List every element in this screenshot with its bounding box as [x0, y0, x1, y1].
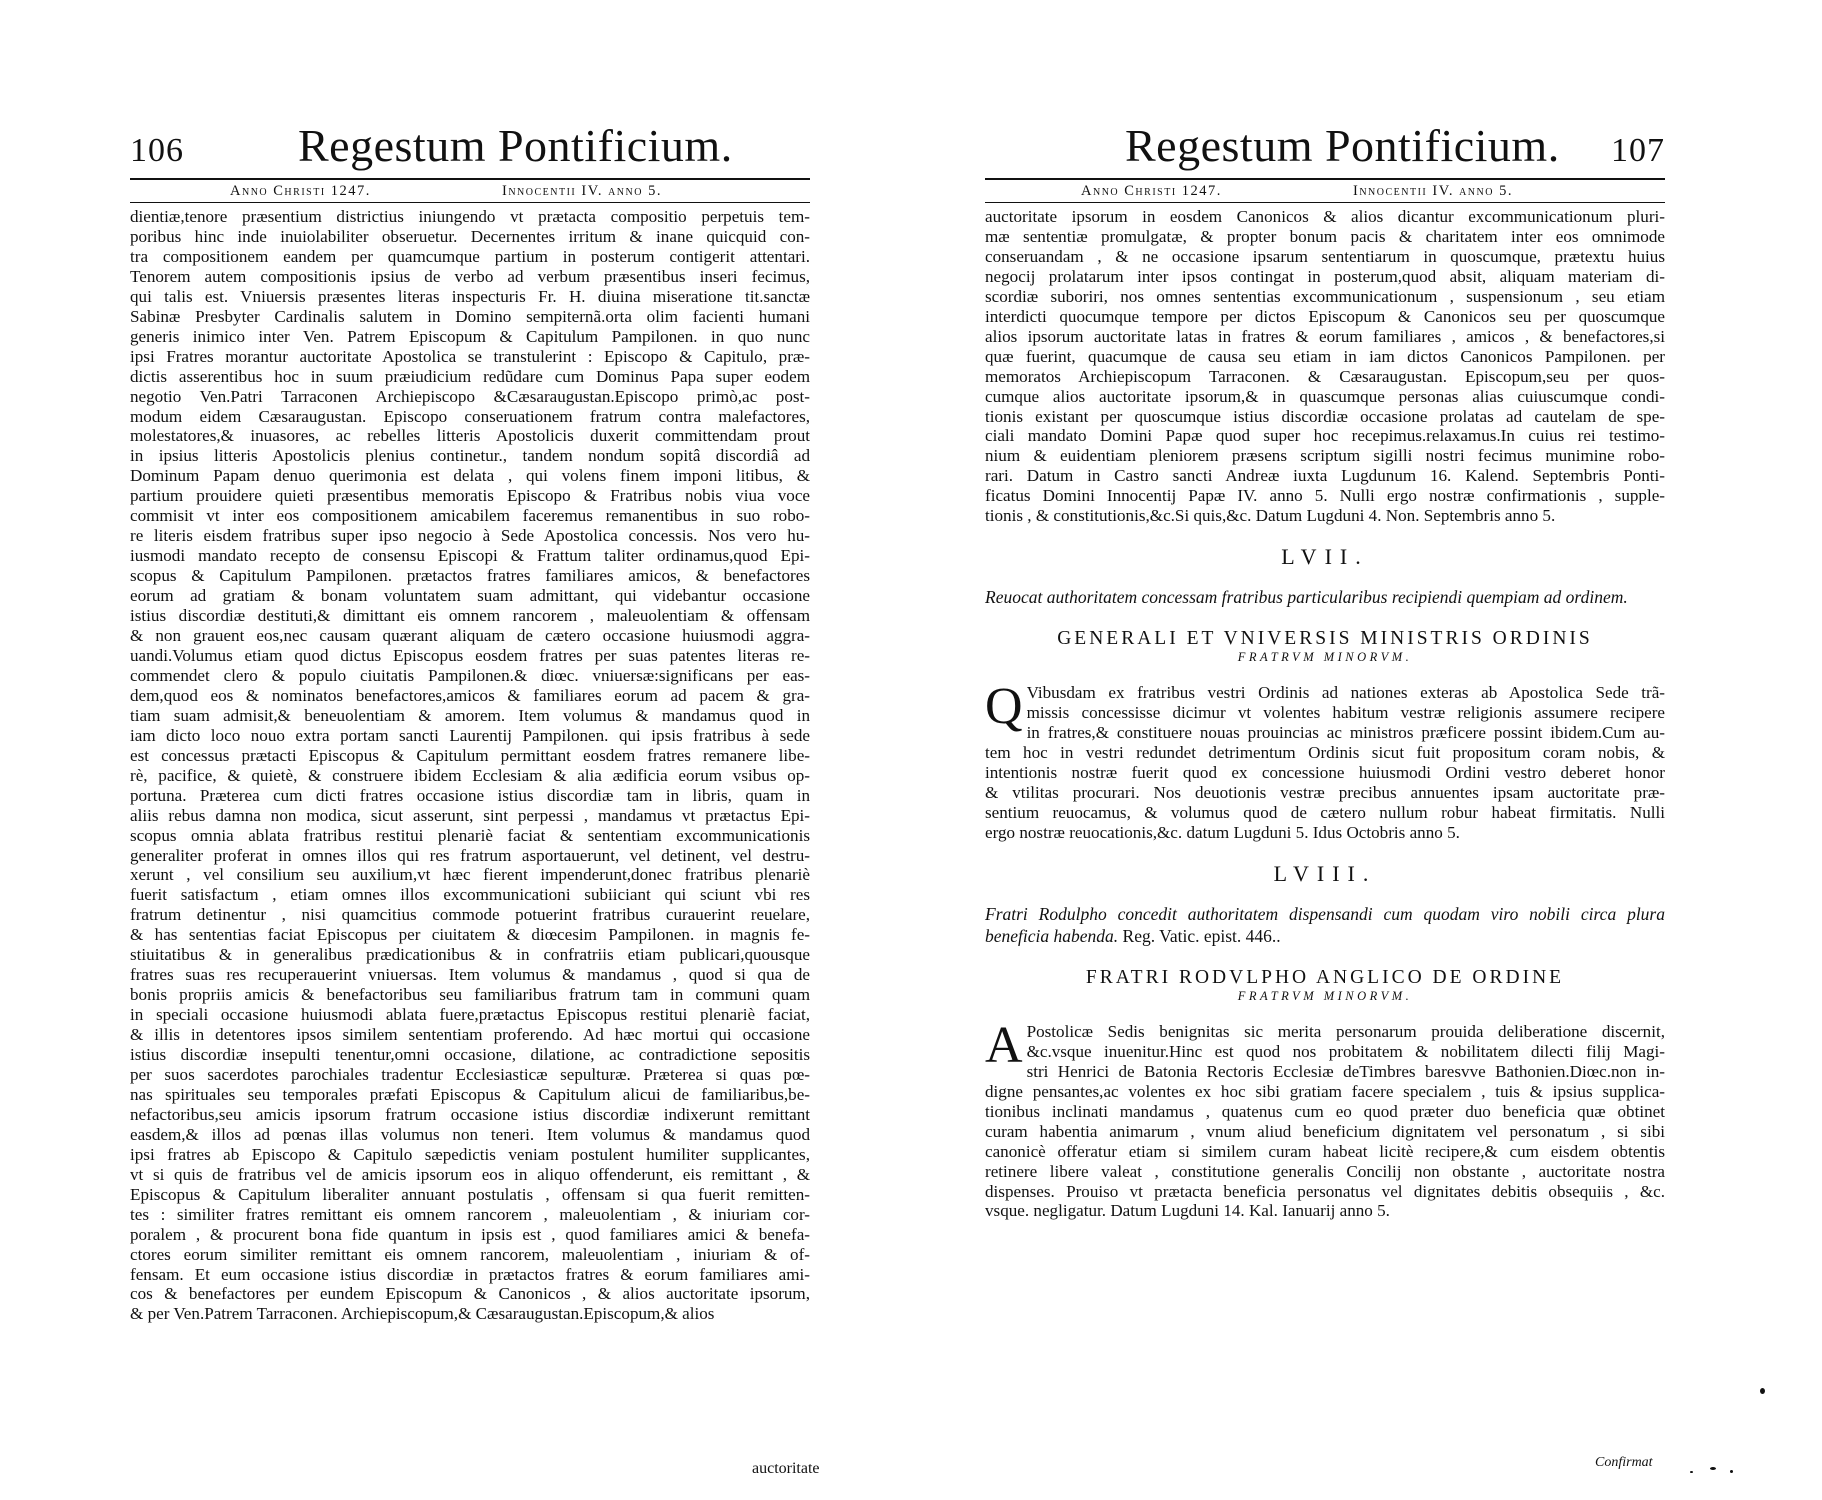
left-page [130, 110, 810, 1324]
text-line: per suos sacerdotes parochiales tradentur Ecclesiasticæ sepulturæ. Præterea si quas pœ- [130, 1064, 810, 1084]
text-line: Vibusdam ex fratribus vestri Ordinis ad nationes exteras ab Apostolica Sede trã- [1026, 683, 1665, 703]
section-summary-lvii [985, 586, 1665, 608]
dropcap-q: Q [985, 678, 1023, 736]
right-running-title: Regestum Pontificium. [1125, 120, 1560, 171]
text-line: re literis eisdem fratribus super ipso negocio à Sede Apostolica concessis. Nos vero hu- [130, 526, 810, 546]
text-line: dem,quod eos & nominatos benefactores,amicos & familiares eorum ad pacem & gra- [130, 685, 810, 705]
right-anno-christi: Anno Christi 1247. [1081, 183, 1222, 199]
text-line: commisit vt inter eos compositionem amicabilem faceremus remanentibus in suo robo- [130, 506, 810, 526]
text-line: nium & euidentiam pleniorem præsens scriptum sigilli nostri fecimus munimine robo- [985, 446, 1665, 466]
text-line: xerunt , vel consilium seu auxilium,vt hæc fierent impenderunt,donec fratribus plenariè [130, 865, 810, 885]
left-page-number: 106 [130, 132, 184, 169]
section-summary-lviii [985, 903, 1665, 947]
text-line: fensam. Et eum occasione istius discordiæ in prætactos fratres & eorum familiares ami- [130, 1264, 810, 1284]
right-subheader-rule [985, 202, 1665, 203]
text-line: Tenorem autem compositionis ipsius de verbo ad verbum præsentibus inseri fecimus, [130, 266, 810, 286]
right-page-header [985, 110, 1665, 172]
text-line: partium prouidere quieti præsentibus memoratis Episcopo & Fratribus nobis viua voce [130, 486, 810, 506]
text-line: in fratres,& constituere nouas prouincias ac ministros præficere possint ibidem.Cum au- [1026, 723, 1665, 743]
text-line: fratrum detinentur , nisi quamcitius commode potuerint fratribus curauerint reuelare, [130, 905, 810, 925]
text-line: digne pensantes,ac volentes ex hoc sibi gratiam facere specialem , tuis & ipsius supplica- [985, 1081, 1665, 1101]
text-line: molestatores,& inuasores, ac rebelles litteris Apostolicis duxerit committendam prout [130, 426, 810, 446]
text-line: fuerit satisfactum , etiam omnes illos excommunicationi subiiciant qui sciunt vbi res [130, 885, 810, 905]
text-line: eorum ad gratiam & bonam voluntatem suam admittant, qui videbantur occasione [130, 586, 810, 606]
text-line: canonicè offeratur etiam si similem curam habeat licitè recipere,& cum eisdem obtentis [985, 1141, 1665, 1161]
text-line: curam habentia animarum , vnum aliud beneficium dignitatem vel personatum , si sibi [985, 1121, 1665, 1141]
text-line: scopus & Capitulum Pampilonen. prætactos fratres familiares amicos, & benefactores [130, 566, 810, 586]
left-page-header [130, 110, 810, 172]
text-line: ergo nostræ reuocationis,&c. datum Lugduni 5. Idus Octobris anno 5. [985, 822, 1460, 842]
text-line: missis concessisse dicimur vt volentes habitum vestræ religionis assumere recipere [1026, 703, 1665, 723]
text-line: poribus hinc inde inuiolabiliter obseruetur. Decernentes irritum & inane quicquid con- [130, 226, 810, 246]
text-line: negocij prolatarum inter ipsos contingat in posterum,quod absit, aliquam materiam di- [985, 266, 1665, 286]
section-lines-lvii [985, 678, 1665, 843]
text-line: Sabinæ Presbyter Cardinalis salutem in Domino sempiternã.orta olim facienti humani [130, 306, 810, 326]
text-line: sentium reuocamus, & volumus quod de cætero nullum robur habeat firmitatis. Nulli [985, 802, 1665, 822]
text-line: dictis asserentibus hoc in suum præiudicium redũdare cum Dominus Papa super eodem [130, 366, 810, 386]
dropcap-a: A [985, 1016, 1023, 1074]
text-line: vt si quis de fratribus vel de amicis ipsorum eos in aliquo offenderunt, eis remittant , & [130, 1164, 810, 1184]
text-line: commendet clero & populo ciuitatis Pampilonen.& diœc. vniuersæ:significans per eas- [130, 665, 810, 685]
text-line: ipsi Fratres morantur auctoritate Apostolica se transtulerint : Episcopo & Capitulo, præ- [130, 346, 810, 366]
text-line: memoratos Archiepiscopum Tarraconen. & Cæsaraugustan. Episcopum,seu per quos- [985, 366, 1665, 386]
text-line: interdicti quocumque tempore per dictos Episcopum & Canonicos seu per quoscumque [985, 306, 1665, 326]
section-body-lviii [985, 1016, 1665, 1222]
text-line: rari. Datum in Castro sancti Andreæ iuxta Lugdunum 16. Kalend. Septembris Ponti- [985, 466, 1665, 486]
text-line: generaliter proferat in omnes illos qui res fratrum asportauerunt, vel detinent, vel destru- [130, 845, 810, 865]
text-line: scordiæ suboriri, nos omnes sententias excommunicationum , suspensionum , seu etiam [985, 286, 1665, 306]
text-line: vsque. negligatur. Datum Lugduni 14. Kal. Ianuarij anno 5. [985, 1201, 1390, 1221]
text-line: Episcopus & Capitulum liberaliter annuant postulatis , offensam si qua fuerit remitten- [130, 1184, 810, 1204]
text-line: istius discordiæ destituti,& dimittant eis omnem rancorem , maleuolentiam & offensam [130, 606, 810, 626]
ink-speck [1730, 1470, 1733, 1473]
text-line: conseruandam , & ne occasione ipsarum sententiarum in quoscumque, prætextu huius [985, 246, 1665, 266]
text-line: nas spirituales seu temporales præfati Episcopus & Capitulum alicui de familiaribus,be- [130, 1084, 810, 1104]
text-line: cumque alios auctoritate ipsorum,& in quascumque personas alias cuiuscumque condi- [985, 386, 1665, 406]
text-line: generis inimico inter Ven. Patrem Episcopum & Capitulum Pampilonen. in quo nunc [130, 326, 810, 346]
right-body-text [985, 207, 1665, 526]
text-line: dientiæ,tenore præsentium districtius iniungendo vt prætacta compositio perpetuis tem- [130, 207, 810, 226]
text-line: & per Ven.Patrem Tarraconen. Archiepiscopum,& Cæsaraugustan.Episcopum,& alios [130, 1304, 715, 1324]
text-line: stiuitatibus & in generalibus prædicationibus & in confratriis etiam publicari,quousque [130, 945, 810, 965]
text-line: iam dicto loco nouo extra portam sancti Laurentij Pampilonen. qui ipsis fratribus à sede [130, 725, 810, 745]
text-line: negotio Ven.Patri Tarraconen Archiepiscopo &Cæsaraugustan.Episcopo primò,ac post- [130, 386, 810, 406]
text-line: cos & benefactores per eundem Episcopum & Canonicos , & alios auctoritate ipsorum, [130, 1284, 810, 1304]
right-pontifex-year: Innocentii IV. anno 5. [1353, 183, 1513, 199]
text-line: scopus omnia ablata fratribus restitui plenariè faciat & sententiam excommunicationis [130, 825, 810, 845]
summary-text: Reuocat authoritatem concessam fratribus particularibus recipiendi quempiam ad ordinem. [985, 587, 1628, 608]
text-line: fratres suas res recuperauerint vniuersas. Item volumus & mandamus , quod si qua de [130, 965, 810, 985]
text-line: modum eidem Cæsaraugustan. Episcopo conseruationem fratrum contra malefactores, [130, 406, 810, 426]
text-line: portuna. Præterea cum dicti fratres occasione istius discordiæ tam in libris, quam in [130, 785, 810, 805]
right-subheader [985, 180, 1665, 202]
text-line: & vtilitas procurari. Nos deuotionis vestræ precibus annuentes ipsam auctoritate præ- [985, 783, 1665, 803]
text-line: intentionis nostræ fuerit quod ex concessione huiusmodi Ordini vestro deberet honor [985, 763, 1665, 783]
address-lvii: GENERALI ET VNIVERSIS MINISTRIS ORDINIS [1057, 628, 1593, 650]
text-line: ctores eorum similiter remittant eis omnem rancorem, maleuolentiam , iniuriam & of- [130, 1244, 810, 1264]
left-anno-christi: Anno Christi 1247. [230, 183, 371, 199]
summary-text: Fratri Rodulpho concedit authoritatem dispensandi cum quodam viro nobili circa plura beneficia habenda. [985, 903, 1665, 946]
text-line: tionis , & constitutionis,&c.Si quis,&c. Datum Lugduni 4. Non. Septembris anno 5. [985, 506, 1556, 526]
text-line: Dominum Papam denuo querimonia est delata , qui volens finem imponi litibus, & [130, 466, 810, 486]
text-line: ciali mandato Domini Papæ quod super hoc recepimus.relaxamus.In cuius rei testimo- [985, 426, 1665, 446]
text-line: poralem , & procurent bona fide quantum in ipsis est , quod familiares amici & benefa- [130, 1224, 810, 1244]
ink-speck [1690, 1471, 1693, 1473]
ink-speck [1710, 1467, 1716, 1470]
text-line: in speciali occasione huiusmodi ablata fuere,prætactus Episcopus restitui plenariè faciat, [130, 1005, 810, 1025]
section-body-lvii [985, 678, 1665, 843]
text-line: & has sententias faciat Episcopus per ciuitatem & diœcesim Pampilonen. in magnis fe- [130, 925, 810, 945]
text-line: uandi.Volumus etiam quod dictus Episcopus eosdem fratres per suas patentes literas re- [130, 645, 810, 665]
text-line: stri Henrici de Batonia Rectoris Ecclesiæ deTimbres baresvve Bathonien.Diœc.non in- [1026, 1061, 1665, 1081]
text-line: easdem,& illos ad pœnas illas volumus non teneri. Item volumus & mandamus quod [130, 1124, 810, 1144]
right-page-number: 107 [1611, 132, 1665, 169]
address-lviii: FRATRI RODVLPHO ANGLICO DE ORDINE [1085, 966, 1565, 988]
section-number-lviii: LVIII. [1273, 860, 1377, 886]
text-line: retinere libere valeat , constitutione generalis Concilij non obstante , auctoritate nostra [985, 1161, 1665, 1181]
text-line: tes : similiter fratres remittant eis omnem rancorem , maleuolentiam , & iniuriam cor- [130, 1204, 810, 1224]
text-line: istius discordiæ insepulti tenentur,omni occasione, dilatione, ac contradictione sepositis [130, 1045, 810, 1065]
right-catchword: Confirmat [1595, 1455, 1653, 1470]
text-line: & illis in detentores ipsos similem sententiam proferendo. Ad hæc mortui qui occasione [130, 1025, 810, 1045]
text-line: ipsi fratres ab Episcopo & Capitulo sæpedictis veniam postulent humiliter supplicantes, [130, 1144, 810, 1164]
text-line: est concessus prætacti Episcopus & Capitulum permittant eosdem fratres remanere libe- [130, 745, 810, 765]
text-line: auctoritate ipsorum in eosdem Canonicos & alios dicantur excommunicationum pluri- [985, 207, 1665, 226]
text-line: tra compositionem eandem per quamcumque partium in posterum contigerit attentari. [130, 246, 810, 266]
text-line: tionibus inclinati mandamus , quatenus cum eo quod præter duo beneficia quæ obtinet [985, 1101, 1665, 1121]
left-pontifex-year: Innocentii IV. anno 5. [502, 183, 662, 199]
text-line: quæ fuerint, quacumque de causa seu etiam in iam dictos Canonicos Pampilonen. per [985, 346, 1665, 366]
text-line: dispenses. Prouiso vt prætacta beneficia personatus vel dignitates debitis obsequiis , &c. [985, 1181, 1665, 1201]
left-subheader-rule [130, 202, 810, 203]
text-line: tionis existant per quoscumque istius discordiæ occasione prolatas ad cautelam de spe- [985, 406, 1665, 426]
section-lines-lviii [985, 1016, 1665, 1222]
text-line: ficatus Domini Innocentij Papæ IV. anno 5. Nulli ergo nostræ confirmationis , supple- [985, 486, 1665, 506]
text-line: mæ sententiæ promulgatæ, & propter bonum pacis & charitatem inter eos omnimode [985, 226, 1665, 246]
text-line: in ipsius litteris Apostolicis plenius continetur., tandem nondum sopitâ discordiâ ad [130, 446, 810, 466]
left-running-title: Regestum Pontificium. [298, 120, 733, 171]
text-line: bonis propriis amicis & benefactoribus seu familiaribus fratrum tam in communi quam [130, 985, 810, 1005]
text-line: aliis rebus damna non modica, sicut asserunt, sint perpessi , mandamus vt prætactus Epi- [130, 805, 810, 825]
left-body-text [130, 207, 810, 1324]
text-line: nefactoribus,seu amicis ipsorum fratrum occasione istius discordiæ indixerunt remittant [130, 1104, 810, 1124]
text-line: rè, pacifice, & quietè, & construere ibidem Ecclesiam & alia ædificia eorum vsibus op- [130, 765, 810, 785]
section-number-lvii: LVII. [1281, 544, 1369, 570]
text-line: iusmodi mandato recepto de consensu Episcopi & Frattum taliter ordinamus,quod Epi- [130, 546, 810, 566]
text-line: tem hoc in vestri redundet detrimentum Ordinis sicut fuit propositum coram nobis, & [985, 743, 1665, 763]
address-sub-lviii: FRATRVM MINORVM. [1237, 988, 1413, 1003]
ink-speck [1760, 1388, 1765, 1394]
text-line: &c.vsque inuenitur.Hinc est quod nos probitatem & nobilitatem dilecti filij Magi- [1026, 1041, 1665, 1061]
left-subheader [130, 180, 810, 202]
text-line: qui talis est. Vniuersis præsentes literas inspecturis Fr. H. diuina miseratione tit.sanctæ [130, 286, 810, 306]
summary-reference: Reg. Vatic. epist. 446.. [1122, 925, 1281, 946]
left-catchword: auctoritate [752, 1460, 820, 1477]
text-line: alios ipsorum auctoritate latas in fratres & eorum familiares , amicos , & benefactores,si [985, 326, 1665, 346]
text-line: Postolicæ Sedis benignitas sic merita personarum prouida deliberatione discernit, [1026, 1021, 1665, 1041]
right-page [985, 110, 1665, 1221]
text-line: tiam suam admisit,& beneuolentiam & amorem. Item volumus & mandamus quod in [130, 705, 810, 725]
address-sub-lvii: FRATRVM MINORVM. [1237, 650, 1413, 665]
text-line: & non grauent eos,nec causam quærant aliquam de cætero occasione huiusmodi aggra- [130, 626, 810, 646]
